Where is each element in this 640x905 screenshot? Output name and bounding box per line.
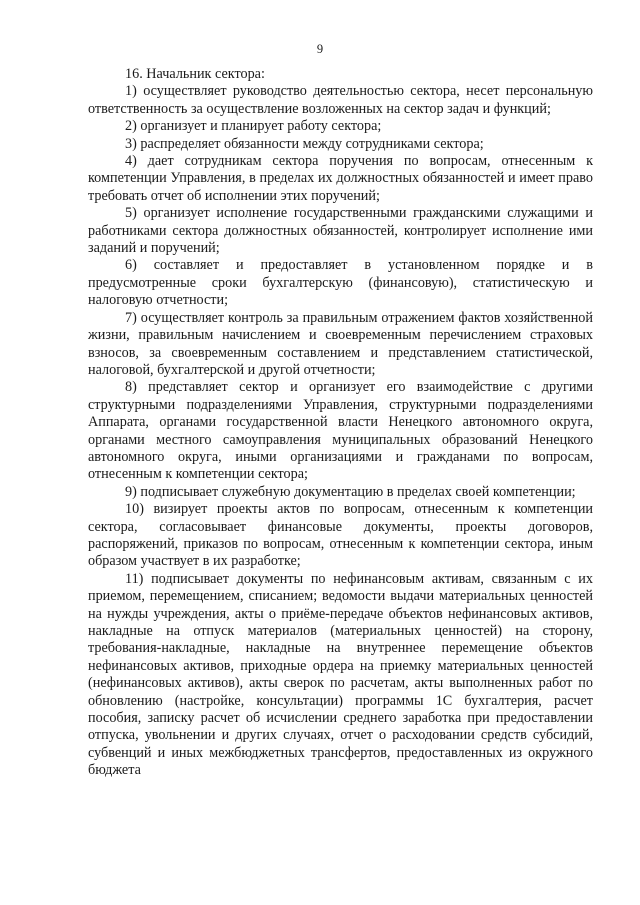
section-heading: 16. Начальник сектора: <box>125 66 265 82</box>
paragraph-3: 3) распределяет обязанности между сотрудниками сектора; <box>125 135 484 152</box>
paragraph-6: 6) составляет и предоставляет в установленном порядке и в предусмотренные сроки бухгалтерскую (финансовую), статистическую и налоговую отчетности; <box>88 257 593 309</box>
paragraph-7: 7) осуществляет контроль за правильным отражением фактов хозяйственной жизни, правильным начислением и своевременным перечислением страховых взносов, за своевременным составлением и представлением статистической, налоговой, бухгалтерской и другой отчетности; <box>88 309 593 378</box>
paragraph-1: 1) осуществляет руководство деятельностью сектора, несет персональную ответственность за осуществление возложенных на сектор задач и функций; <box>88 83 593 117</box>
page-number: 9 <box>316 42 324 56</box>
paragraph-9: 9) подписывает служебную документацию в пределах своей компетенции; <box>125 483 576 500</box>
paragraph-2: 2) организует и планирует работу сектора; <box>125 118 382 135</box>
paragraph-8: 8) представляет сектор и организует его взаимодействие с другими структурными подразделениями Управления, структурными подразделениями Аппарата, органами государственной власти Ненецкого автономного округа, органами местного самоуправления муниципальных образований Ненецкого автономного округа, иными организациями и гражданами по вопросам, отнесенным к компетенции сектора; <box>88 379 593 483</box>
paragraph-5: 5) организует исполнение государственными гражданскими служащими и работниками сектора должностных обязанностей, контролирует исполнение ими заданий и поручений; <box>88 205 593 257</box>
paragraph-10: 10) визирует проекты актов по вопросам, отнесенным к компетенции сектора, согласовывает финансовые документы, проекты договоров, распоряжений, приказов по вопросам, отнесенным к компетенции сектора, иным образом участвует в их разработке; <box>88 501 593 570</box>
paragraph-4: 4) дает сотрудникам сектора поручения по вопросам, отнесенным к компетенции Управления, в пределах их должностных обязанностей и имеет право требовать отчет об исполнении этих поручений; <box>88 153 593 204</box>
document-body <box>88 66 593 780</box>
paragraph-11: 11) подписывает документы по нефинансовым активам, связанным с их приемом, перемещением, списанием; ведомости выдачи материальных ценностей на нужды учреждения, акты о приёме-передаче объектов нефинансовых активов, накладные на отпуск материалов (материальных ценностей) на сторону, требования-накладные, накладные на внутреннее перемещение объектов нефинансовых активов, приходные ордера на приемку материальных ценностей (нефинансовых активов), акты сверок по расчетам, акты выполненных работ по обновлению (настройке, консультации) программы 1С бухгалтерия, расчет пособия, записку расчет об исчислении среднего заработка при предоставлении отпуска, увольнении и других случаях, отчет о расходовании средств субсидий, субвенций и иных межбюджетных трансфертов, предоставленных из окружного бюджета <box>88 570 593 779</box>
